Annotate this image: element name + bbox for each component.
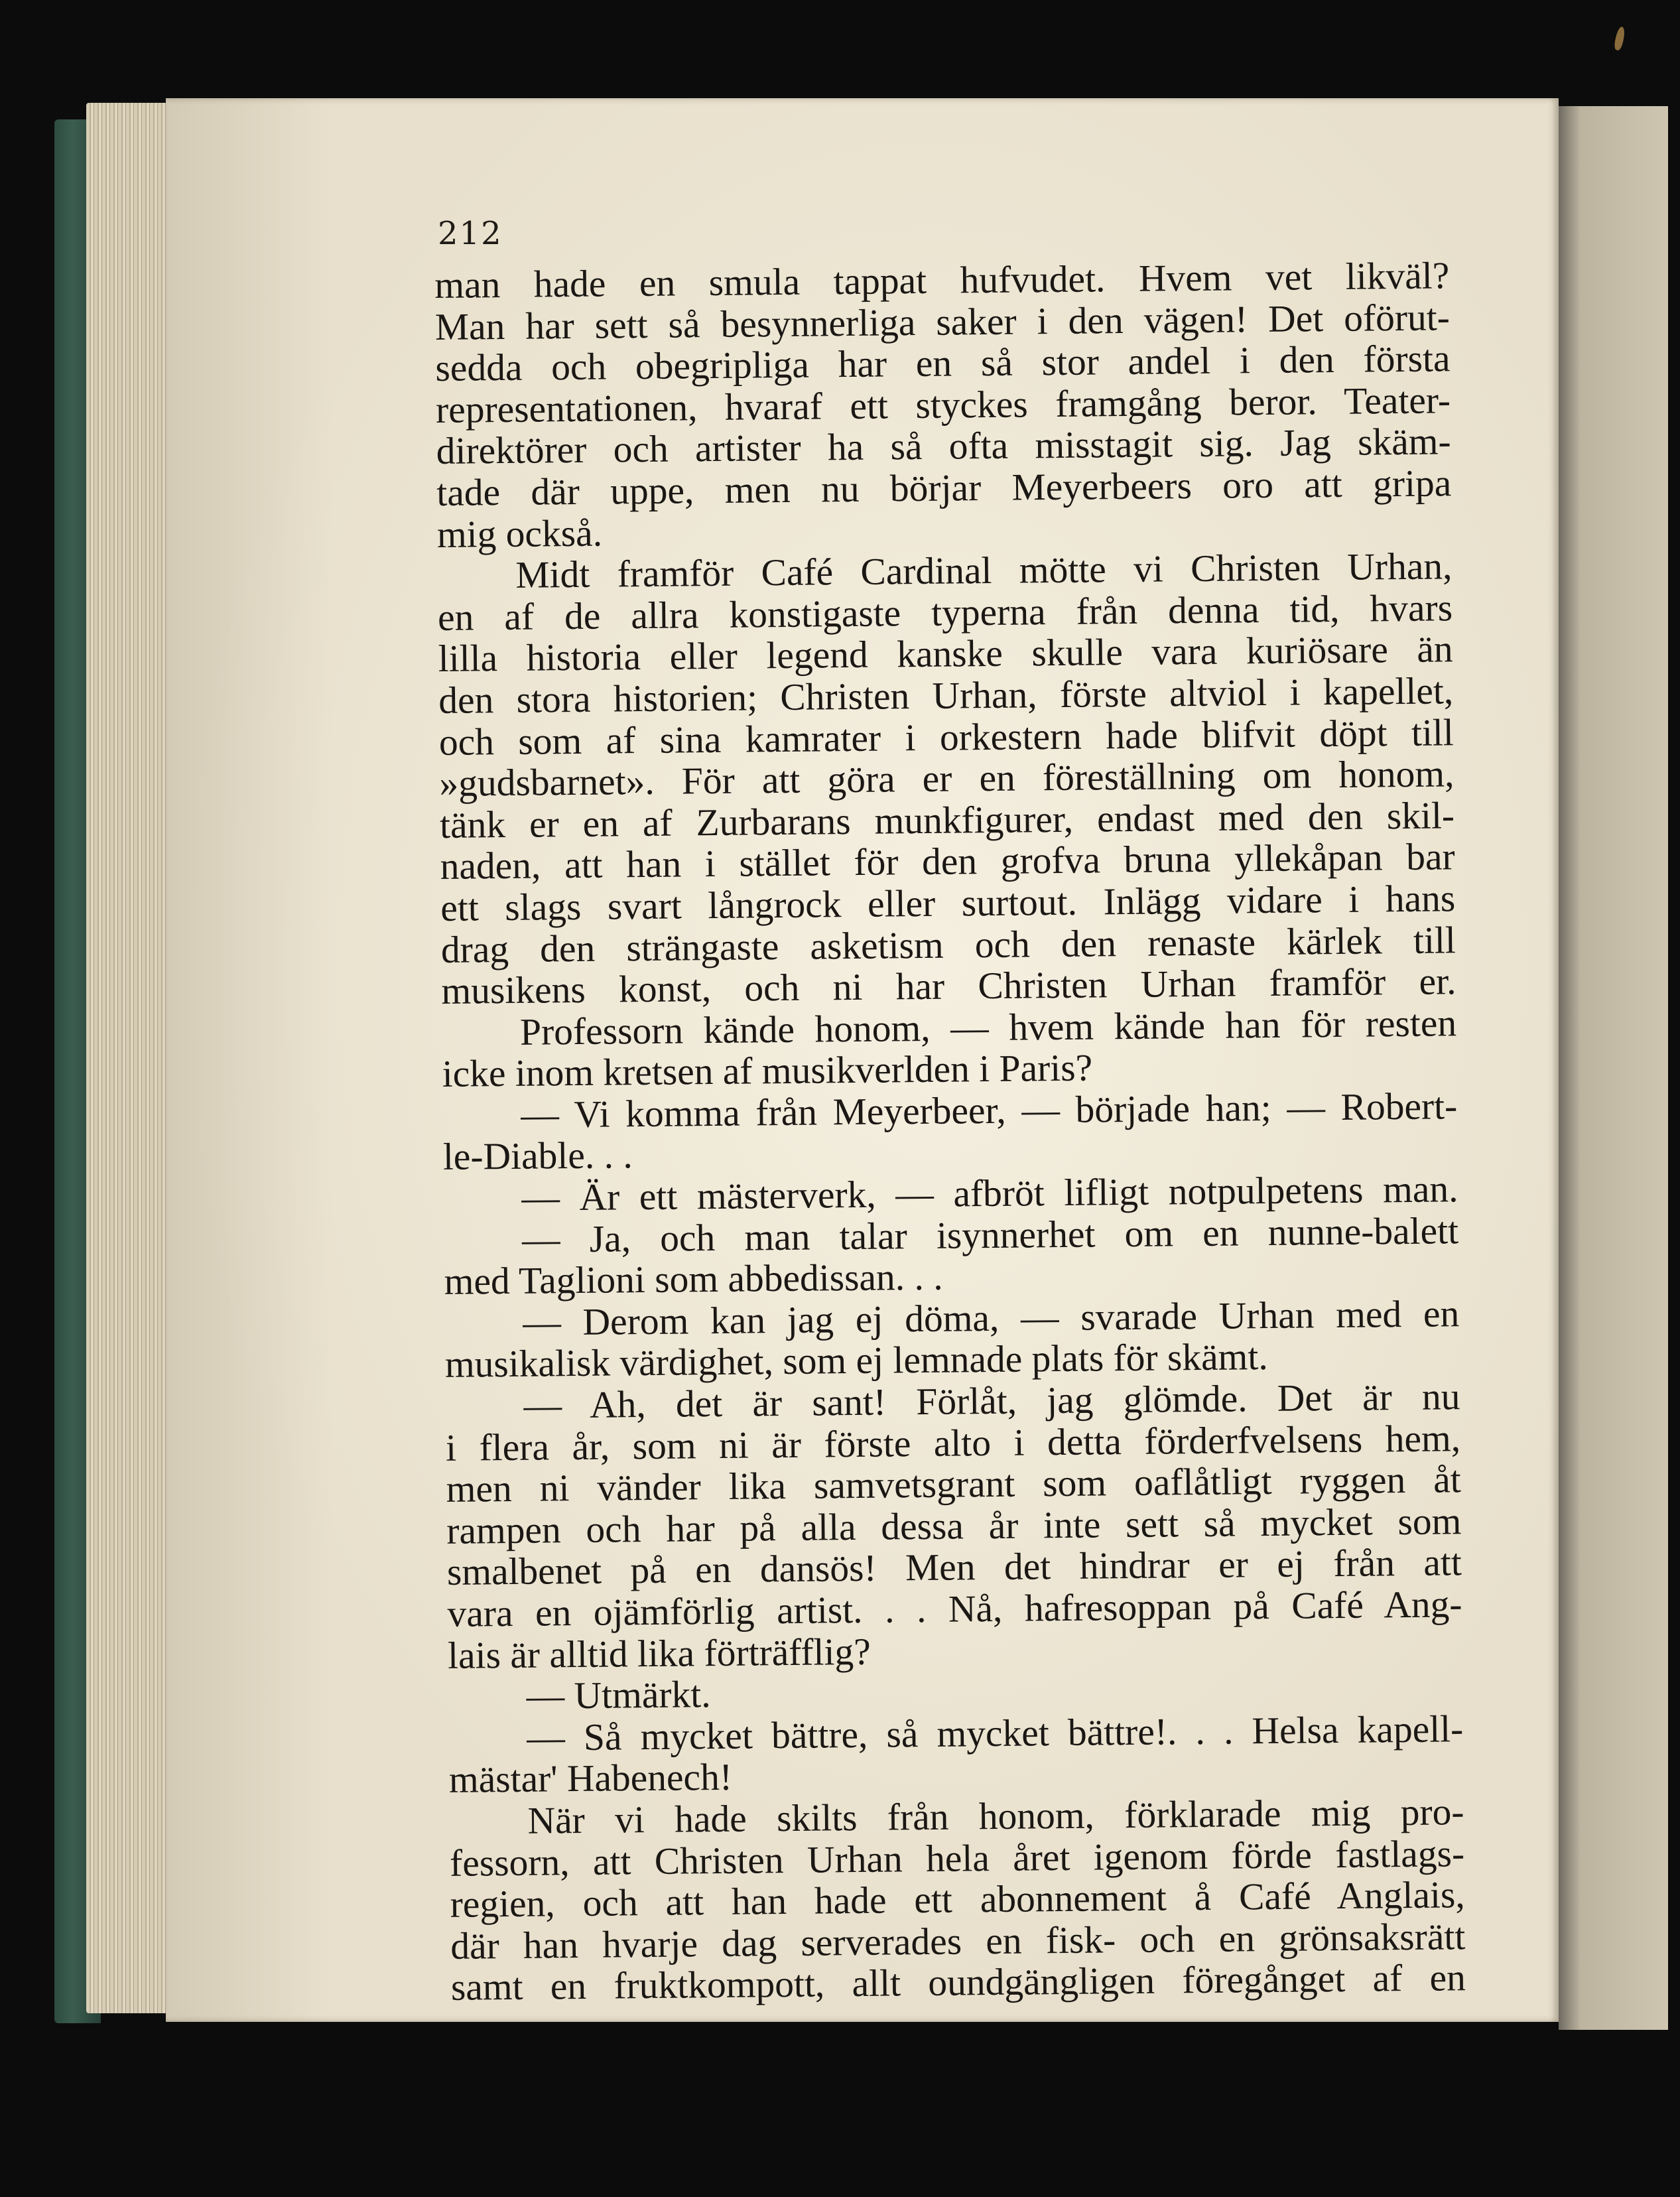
text-line: representationen, hvaraf ett styckes framgång beror. Teater- bbox=[435, 379, 1451, 431]
text-line: — Är ett mästerverk, — afbröt lifligt notpulpetens man. bbox=[521, 1168, 1458, 1219]
text-line: vara en ojämförlig artist. . . Nå, hafresoppan på Café Ang- bbox=[447, 1583, 1462, 1635]
text-line: musikens konst, och ni har Christen Urhan framför er. bbox=[441, 961, 1456, 1013]
facing-page-edge bbox=[1559, 106, 1668, 2030]
text-line: tade där uppe, men nu börjar Meyerbeers oro att gripa bbox=[436, 462, 1452, 514]
text-line: drag den strängaste asketism och den renaste kärlek till bbox=[440, 919, 1456, 971]
text-line: där han hvarje dag serverades en fisk- och en grönsaksrätt bbox=[450, 1915, 1466, 1967]
text-line: fessorn, att Christen Urhan hela året igenom förde fastlags- bbox=[449, 1832, 1465, 1885]
text-line: lilla historia eller legend kanske skulle vara kuriösare än bbox=[438, 628, 1453, 681]
text-line: — Ah, det är sant! Förlåt, jag glömde. Det är nu bbox=[523, 1376, 1460, 1427]
text-line: Professorn kände honom, — hvem kände han för resten bbox=[519, 1002, 1457, 1053]
text-line: lais är alltid lika förträfflig? bbox=[447, 1631, 871, 1677]
text-line: mästar' Habenech! bbox=[448, 1757, 733, 1802]
page-number: 212 bbox=[438, 215, 503, 252]
text-line: en af de allra konstigaste typerna från denna tid, hvars bbox=[437, 587, 1453, 639]
text-line: När vi hade skilts från honom, förklarade mig pro- bbox=[527, 1791, 1464, 1842]
text-line: — Ja, och man talar isynnerhet om en nunne-balett bbox=[521, 1209, 1459, 1261]
text-line: Midt framför Café Cardinal mötte vi Christen Urhan, bbox=[515, 545, 1453, 597]
text-line: smalbenet på en dansös! Men det hindrar er ej från att bbox=[446, 1542, 1462, 1594]
text-line: regien, och att han hade ett abonnement å Café Anglais, bbox=[450, 1874, 1465, 1926]
text-line: tänk er en af Zurbarans munkfigurer, endast med den skil- bbox=[439, 794, 1455, 846]
text-line: — Derom kan jag ej döma, — svarade Urhan med en bbox=[523, 1293, 1460, 1344]
text-line: — Så mycket bättre, så mycket bättre!. . . Helsa kapell- bbox=[527, 1707, 1464, 1759]
text-line: i flera år, som ni är förste alto i detta förderfvelsens hem, bbox=[445, 1417, 1461, 1469]
text-line: och som af sina kamrater i orkestern hade blifvit döpt till bbox=[438, 711, 1454, 764]
text-line: direktörer och artister ha så ofta misstagit sig. Jag skäm- bbox=[436, 421, 1451, 473]
text-line: ett slags svart långrock eller surtout. Inlägg vidare i hans bbox=[440, 878, 1456, 929]
text-line: Man har sett så besynnerliga saker i den vägen! Det oförut- bbox=[434, 296, 1451, 348]
text-line: »gudsbarnet». För att göra er en föreställning om honom, bbox=[439, 753, 1454, 805]
text-line: den stora historien; Christen Urhan, förste altviol i kapellet, bbox=[438, 670, 1454, 722]
body-text bbox=[434, 255, 1466, 2009]
text-line: icke inom kretsen af musikverlden i Paris? bbox=[442, 1047, 1093, 1096]
text-line: naden, att han i stället för den grofva bruna yllekåpan bar bbox=[440, 836, 1455, 888]
text-line: man hade en smula tappat hufvudet. Hvem vet likväl? bbox=[434, 255, 1450, 306]
text-line: le-Diable. . . bbox=[442, 1134, 633, 1179]
text-line: med Taglioni som abbedissan. . . bbox=[444, 1256, 943, 1303]
text-line: men ni vänder lika samvetsgrant som oaflåtligt ryggen åt bbox=[446, 1459, 1461, 1511]
text-line: — Utmärkt. bbox=[526, 1674, 711, 1717]
text-line: sedda och obegripliga har en så stor andel i den första bbox=[435, 338, 1451, 390]
text-line: mig också. bbox=[436, 512, 603, 556]
text-line: musikalisk värdighet, som ej lemnade plats för skämt. bbox=[444, 1336, 1268, 1386]
text-line: samt en fruktkompott, allt oundgängligen föregånget af en bbox=[450, 1957, 1466, 2009]
text-line: — Vi komma från Meyerbeer, — började han; — Robert- bbox=[521, 1085, 1458, 1136]
text-line: rampen och har på alla dessa år inte sett så mycket som bbox=[446, 1500, 1462, 1552]
corner-mark bbox=[1613, 26, 1626, 51]
